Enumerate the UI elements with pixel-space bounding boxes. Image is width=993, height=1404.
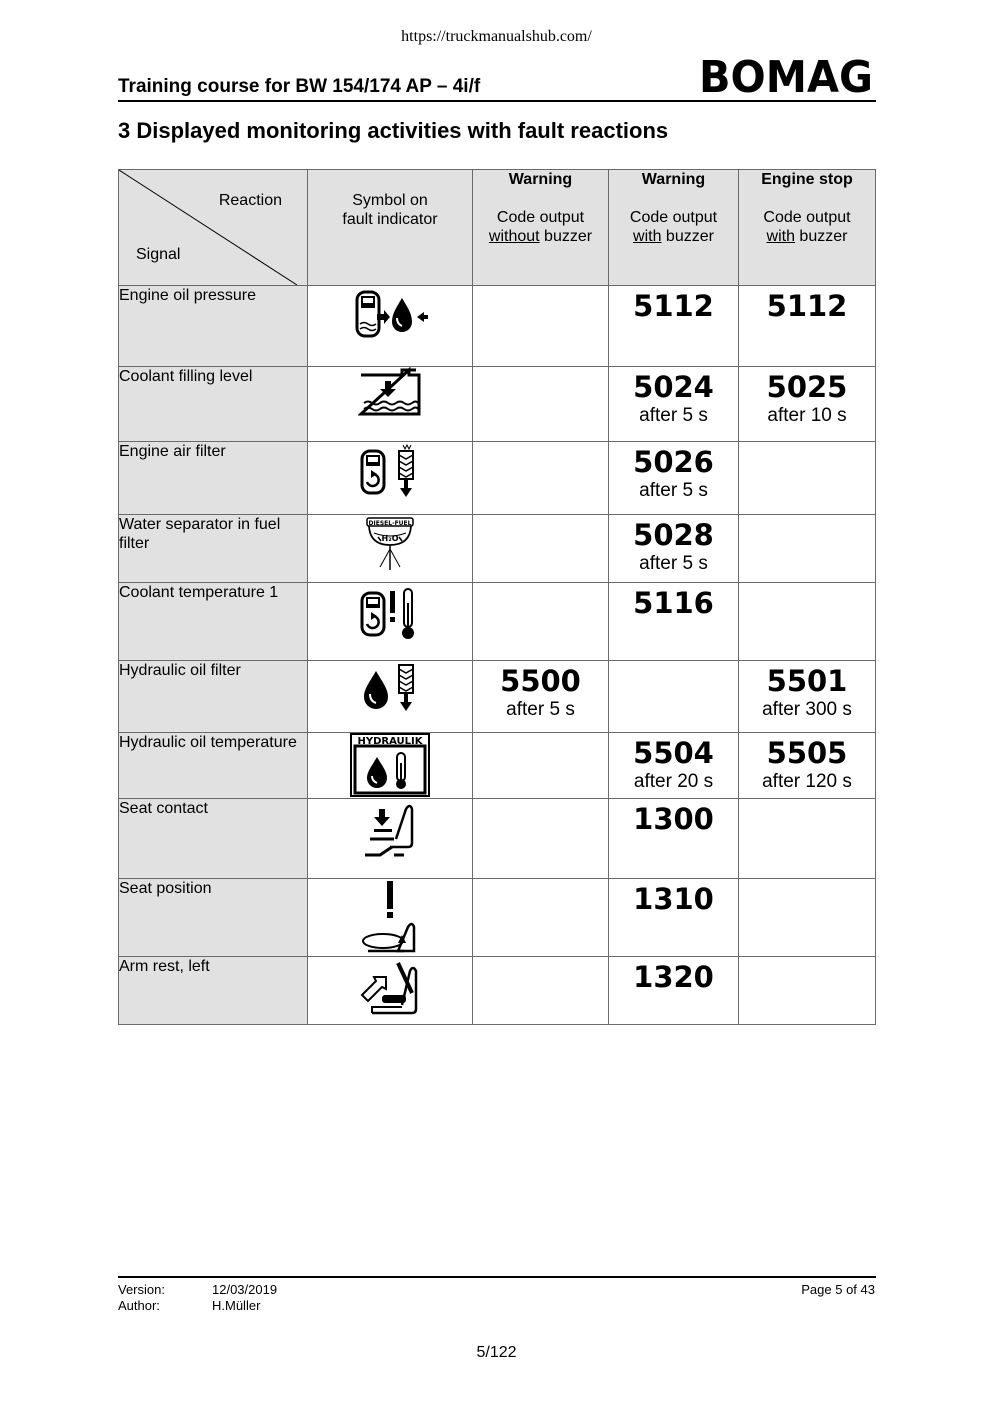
warning-no-buzzer-cell (473, 286, 609, 367)
engine-stop-cell (739, 583, 876, 661)
coolant-level-icon (358, 367, 422, 417)
arm-rest-icon (358, 957, 422, 1015)
warning-buzzer-cell: 5112 (609, 286, 739, 367)
signal-cell: Hydraulic oil temperature (119, 733, 308, 799)
table-row (119, 879, 876, 957)
warning-no-buzzer-cell (473, 733, 609, 799)
symbol-cell (308, 583, 473, 661)
signal-cell: Coolant filling level (119, 367, 308, 442)
corner-header (119, 170, 308, 286)
engine-stop-header: Engine stop Code output with buzzer (739, 170, 876, 286)
hydraulik-text: HYDRAULIK (357, 736, 423, 747)
table-row (119, 583, 876, 661)
table-header-row (119, 170, 876, 286)
footer-rule (118, 1276, 876, 1278)
symbol-cell (308, 957, 473, 1025)
signal-cell: Water separator in fuel filter (119, 515, 308, 583)
coolant-temperature-icon (357, 583, 423, 643)
water-separator-icon (362, 515, 418, 573)
table-row (119, 661, 876, 733)
fault-table (118, 169, 876, 1025)
engine-stop-cell (739, 957, 876, 1025)
engine-stop-cell (739, 879, 876, 957)
warning-no-buzzer-cell: 5500 after 5 s (473, 661, 609, 733)
warning-buzzer-cell: 5116 (609, 583, 739, 661)
table-row (119, 442, 876, 515)
engine-stop-cell: 5025 after 10 s (739, 367, 876, 442)
header-rule (118, 100, 876, 102)
air-filter-icon (357, 442, 423, 500)
author-value: H.Müller (212, 1298, 261, 1313)
seat-position-icon (358, 879, 422, 955)
symbol-cell (308, 515, 473, 583)
warning-buzzer-cell: 1300 (609, 799, 739, 879)
signal-cell: Seat contact (119, 799, 308, 879)
section-title: 3 Displayed monitoring activities with fault reactions (118, 118, 669, 143)
symbol-header: Symbol on fault indicator (308, 170, 473, 286)
page-of-label: Page 5 of 43 (801, 1282, 875, 1297)
page-number: 5/122 (476, 1344, 517, 1361)
table-row (119, 733, 876, 799)
symbol-cell (308, 799, 473, 879)
engine-stop-cell (739, 799, 876, 879)
version-value: 12/03/2019 (212, 1282, 278, 1297)
h2o-text: H₂O (381, 534, 399, 543)
seat-contact-icon (360, 799, 420, 859)
symbol-cell (308, 879, 473, 957)
version-label: Version: (118, 1282, 165, 1297)
warning-no-buzzer-cell (473, 957, 609, 1025)
signal-cell: Arm rest, left (119, 957, 308, 1025)
warning-no-buzzer-cell (473, 583, 609, 661)
diesel-fuel-text: DIESEL-FUEL (368, 520, 412, 527)
engine-stop-cell (739, 442, 876, 515)
warning-no-buzzer-cell (473, 367, 609, 442)
warning-buzzer-cell: 5026 after 5 s (609, 442, 739, 515)
warning-buzzer-cell: 5028 after 5 s (609, 515, 739, 583)
symbol-cell (308, 367, 473, 442)
warning-no-buzzer-header: Warning Code output without buzzer (473, 170, 609, 286)
table-row (119, 515, 876, 583)
engine-oil-pressure-icon (350, 286, 430, 346)
engine-stop-cell (739, 515, 876, 583)
signal-cell: Hydraulic oil filter (119, 661, 308, 733)
warning-buzzer-cell: 5024 after 5 s (609, 367, 739, 442)
warning-buzzer-cell: 1310 (609, 879, 739, 957)
warning-buzzer-cell: 1320 (609, 957, 739, 1025)
table-row (119, 286, 876, 367)
table-row (119, 367, 876, 442)
signal-cell: Engine oil pressure (119, 286, 308, 367)
logo-text: BOMAG (699, 56, 873, 96)
table-row (119, 799, 876, 879)
document-title: Training course for BW 154/174 AP – 4i/f (118, 76, 481, 97)
source-url: https://truckmanualshub.com/ (401, 28, 592, 45)
signal-cell: Engine air filter (119, 442, 308, 515)
warning-no-buzzer-cell (473, 515, 609, 583)
warning-buzzer-cell: 5504 after 20 s (609, 733, 739, 799)
symbol-cell (308, 442, 473, 515)
warning-buzzer-cell (609, 661, 739, 733)
warning-no-buzzer-cell (473, 879, 609, 957)
engine-stop-cell: 5505 after 120 s (739, 733, 876, 799)
hydraulic-oil-filter-icon (359, 661, 421, 713)
reaction-label: Reaction (218, 192, 282, 209)
warning-buzzer-header: Warning Code output with buzzer (609, 170, 739, 286)
signal-label: Signal (136, 246, 181, 263)
signal-cell: Coolant temperature 1 (119, 583, 308, 661)
symbol-cell (308, 661, 473, 733)
engine-stop-cell: 5501 after 300 s (739, 661, 876, 733)
symbol-cell (308, 733, 473, 799)
table-row (119, 957, 876, 1025)
diagonal-line (119, 170, 308, 285)
engine-stop-cell: 5112 (739, 286, 876, 367)
symbol-cell (308, 286, 473, 367)
author-label: Author: (118, 1298, 160, 1313)
signal-cell: Seat position (119, 879, 308, 957)
warning-no-buzzer-cell (473, 442, 609, 515)
warning-no-buzzer-cell (473, 799, 609, 879)
hydraulic-oil-temperature-icon (350, 733, 430, 797)
bomag-logo (699, 56, 875, 96)
